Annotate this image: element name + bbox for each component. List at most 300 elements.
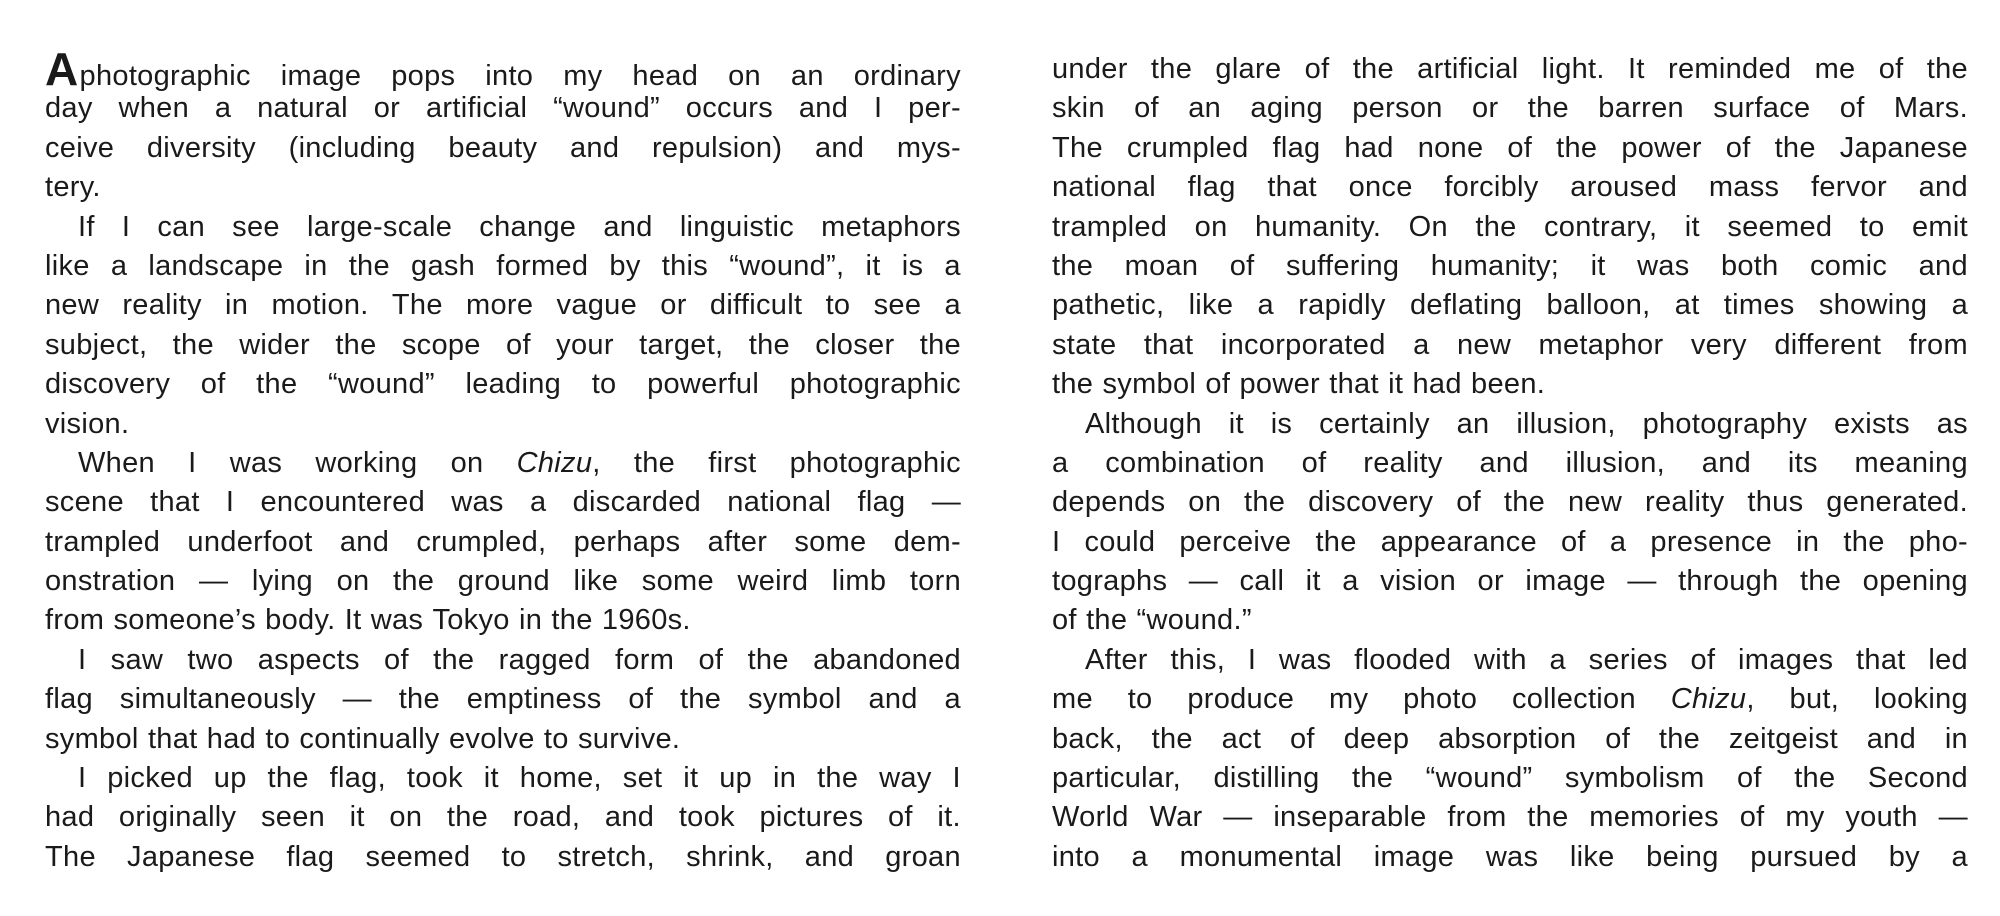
word: took — [678, 801, 735, 834]
word: from — [1447, 801, 1507, 834]
word: particular, — [1052, 762, 1182, 795]
word: continually — [299, 722, 440, 755]
word: (including — [288, 131, 416, 164]
word: symbol — [747, 683, 842, 716]
word: the — [335, 328, 377, 361]
word: and — [1866, 722, 1917, 755]
word: flag — [286, 840, 335, 873]
word: head — [632, 60, 699, 92]
word: the — [1658, 722, 1701, 755]
text-line — [45, 129, 961, 168]
word: someone’s — [113, 604, 256, 637]
word: pictures — [759, 801, 864, 834]
word: memories — [1589, 801, 1719, 834]
word: the — [393, 565, 435, 598]
word: of — [1134, 92, 1159, 125]
word: collection — [1512, 683, 1636, 716]
word: see — [232, 210, 280, 243]
word: aroused — [1570, 171, 1678, 204]
word: crumpled, — [416, 525, 547, 558]
word: onstration — [45, 565, 176, 598]
word: moan — [1124, 249, 1199, 282]
word: metaphor — [1538, 328, 1664, 361]
word: ceive — [45, 131, 115, 164]
word: On — [1408, 210, 1448, 243]
word: discarded — [572, 486, 702, 519]
word: of — [1739, 801, 1765, 834]
word: absorption — [1438, 722, 1577, 755]
word: took — [406, 762, 463, 795]
word: had — [1412, 368, 1462, 401]
text-line — [45, 601, 961, 640]
word: the — [348, 249, 390, 282]
word: my — [563, 60, 603, 92]
word: a — [944, 683, 961, 716]
word: been. — [1471, 368, 1546, 401]
word: I — [225, 486, 235, 519]
word: the — [172, 328, 214, 361]
word: photographic — [79, 60, 251, 92]
word: and — [1479, 446, 1529, 479]
word: artificial — [425, 92, 528, 125]
word: when — [118, 92, 190, 125]
word: a — [214, 92, 232, 125]
word: times — [1723, 289, 1795, 322]
word: — — [1938, 801, 1968, 834]
word: the — [1352, 762, 1394, 795]
word: to — [1859, 210, 1885, 243]
word: but, — [1789, 683, 1840, 716]
word: new — [45, 289, 100, 322]
word: like — [45, 249, 90, 282]
word: it — [1590, 249, 1606, 282]
word: to — [1127, 683, 1153, 716]
word: emit — [1911, 210, 1968, 243]
word: of — [1229, 249, 1255, 282]
word: both — [1720, 249, 1779, 282]
word: trampled — [1052, 210, 1168, 243]
word: and — [569, 131, 620, 164]
word: I — [78, 643, 87, 676]
word: from — [45, 604, 105, 637]
word: the — [1150, 53, 1193, 85]
word: or — [1477, 565, 1504, 598]
word: in — [518, 604, 543, 637]
word: or — [660, 289, 687, 322]
word: I — [1247, 643, 1257, 676]
word: artificial — [1417, 53, 1519, 85]
word: torn — [909, 565, 961, 598]
word: Japanese — [1839, 131, 1968, 164]
word: into — [1052, 840, 1100, 873]
word: Mars. — [1893, 92, 1968, 125]
word: more — [466, 289, 534, 322]
word: was — [370, 604, 424, 637]
word: and — [804, 840, 855, 873]
word: it — [1228, 407, 1244, 440]
word: pathetic, — [1052, 289, 1165, 322]
word: a — [944, 289, 961, 322]
word: repulsion) — [651, 131, 783, 164]
word: call — [1239, 565, 1285, 598]
word: the — [1052, 368, 1094, 401]
word: image — [1525, 565, 1606, 598]
word: scene — [45, 486, 124, 519]
word: Chizu, — [1670, 683, 1755, 716]
word: aspects — [257, 643, 360, 676]
word: I — [78, 762, 87, 795]
left-column — [45, 43, 961, 877]
word: deflating — [1409, 289, 1523, 322]
word: of — [1456, 486, 1481, 519]
word: had — [1344, 131, 1394, 164]
word: After — [1085, 643, 1148, 676]
word: flag, — [329, 762, 386, 795]
word: discovery — [45, 368, 171, 401]
word: flag — [1272, 131, 1321, 164]
word: the — [1774, 131, 1816, 164]
text-line — [1052, 759, 1968, 798]
text-line — [45, 838, 961, 877]
word: “wound” — [553, 92, 660, 125]
word: flooded — [1354, 643, 1452, 676]
word: its — [1787, 446, 1818, 479]
word: “wound” — [327, 368, 435, 401]
word: of — [1304, 53, 1330, 85]
word: home, — [519, 762, 602, 795]
word: scope — [401, 328, 481, 361]
word: power — [1621, 131, 1702, 164]
word: symbolism — [1564, 762, 1705, 795]
word: emptiness — [466, 683, 602, 716]
text-line — [1052, 523, 1968, 562]
word: surface — [1713, 92, 1811, 125]
word: the — [1556, 131, 1598, 164]
word: landscape — [148, 249, 284, 282]
word: it — [349, 801, 365, 834]
word: certainly — [1319, 407, 1430, 440]
text-line — [1052, 247, 1968, 286]
word: that — [147, 722, 198, 755]
word: from — [1908, 328, 1968, 361]
word: the — [633, 446, 676, 479]
word: seemed — [1727, 210, 1833, 243]
word: Tokyo — [432, 604, 510, 637]
word: ordinary — [853, 60, 961, 92]
text-line — [45, 89, 961, 128]
word: me — [1814, 53, 1856, 85]
word: reality — [1645, 486, 1725, 519]
word: a — [1257, 289, 1274, 322]
word: of — [1205, 368, 1231, 401]
word: and — [798, 92, 849, 125]
word: distilling — [1213, 762, 1320, 795]
word: under — [1052, 53, 1128, 85]
word: skin — [1052, 92, 1105, 125]
word: the — [256, 368, 298, 401]
word: originally — [118, 801, 237, 834]
word: it — [483, 762, 499, 795]
word: and — [1918, 171, 1968, 204]
word: pho- — [1908, 525, 1968, 558]
word: and — [1701, 446, 1752, 479]
word: of — [1605, 722, 1631, 755]
word: the — [1052, 249, 1094, 282]
paragraph — [1052, 405, 1968, 641]
word: discovery — [1308, 486, 1434, 519]
word: by — [609, 249, 641, 282]
word: working — [315, 446, 418, 479]
word: vision — [1380, 565, 1457, 598]
word: some — [641, 565, 714, 598]
word: had — [45, 801, 95, 834]
text-line — [1052, 208, 1968, 247]
word: Although — [1085, 407, 1202, 440]
word: diversity — [146, 131, 256, 164]
word: the — [1315, 525, 1357, 558]
word: in — [1796, 525, 1820, 558]
word: monumental — [1179, 840, 1343, 873]
word: The — [391, 289, 443, 322]
word: mys- — [896, 131, 961, 164]
word: flag — [857, 486, 906, 519]
word: target, — [639, 328, 724, 361]
word: light. — [1541, 53, 1605, 85]
word: was — [1278, 643, 1332, 676]
text-line — [1052, 601, 1968, 640]
word: perceive — [1179, 525, 1292, 558]
text-line — [1052, 798, 1968, 837]
text-line — [1052, 483, 1968, 522]
word: powerful — [647, 368, 760, 401]
word: beauty — [448, 131, 538, 164]
word: the — [747, 643, 789, 676]
word: day — [45, 92, 93, 125]
word: national — [727, 486, 832, 519]
word: an — [1456, 407, 1490, 440]
word: that — [1143, 328, 1194, 361]
word: to — [265, 722, 291, 755]
word: could — [1084, 525, 1156, 558]
word: was — [229, 446, 283, 479]
paragraph — [45, 759, 961, 877]
text-line — [45, 286, 961, 325]
word: groan — [885, 840, 961, 873]
drop-cap: A — [45, 43, 79, 95]
word: on — [1194, 210, 1228, 243]
word: a — [1342, 565, 1359, 598]
word: photo — [1403, 683, 1478, 716]
paragraph — [1052, 641, 1968, 877]
word: a — [1413, 328, 1430, 361]
word: the — [267, 762, 309, 795]
word: opening — [1862, 565, 1968, 598]
word: a — [1609, 525, 1627, 558]
word: the — [1527, 92, 1569, 125]
word: — — [1188, 565, 1219, 598]
word: that — [150, 486, 200, 519]
word: the — [398, 683, 440, 716]
word: a — [529, 486, 547, 519]
word: zeitgeist — [1728, 722, 1838, 755]
word: of — [888, 801, 913, 834]
word: presence — [1650, 525, 1773, 558]
word: I — [873, 92, 883, 125]
word: underfoot — [187, 525, 313, 558]
word: flag — [1187, 171, 1236, 204]
word: a — [110, 249, 128, 282]
word: seen — [260, 801, 326, 834]
text-line — [45, 208, 961, 247]
word: photography — [1642, 407, 1808, 440]
word: act — [1221, 722, 1262, 755]
word: had — [206, 722, 257, 755]
word: on — [1188, 486, 1222, 519]
word: the — [817, 762, 859, 795]
word: World — [1052, 801, 1129, 834]
word: it. — [937, 801, 961, 834]
word: see — [873, 289, 922, 322]
text-line — [1052, 680, 1968, 719]
word: up — [213, 762, 247, 795]
word: like — [573, 565, 619, 598]
word: new — [1568, 486, 1623, 519]
word: vague — [556, 289, 638, 322]
word: symbol — [1102, 368, 1197, 401]
word: fervor — [1811, 171, 1887, 204]
word: by — [1888, 840, 1920, 873]
word: that — [1267, 171, 1317, 204]
word: survive. — [577, 722, 681, 755]
word: was — [1485, 840, 1539, 873]
word: up — [719, 762, 753, 795]
word: motion. — [271, 289, 369, 322]
word: in — [225, 289, 249, 322]
word: youth — [1845, 801, 1918, 834]
word: the — [1475, 210, 1517, 243]
word: the — [1527, 801, 1569, 834]
word: led — [1928, 643, 1968, 676]
word: occurs — [685, 92, 774, 125]
word: War — [1149, 801, 1203, 834]
word: of — [1737, 762, 1762, 795]
word: pursued — [1750, 840, 1858, 873]
word: rapidly — [1298, 289, 1386, 322]
word: the — [1352, 53, 1394, 85]
text-line — [1052, 50, 1968, 89]
word: it — [1305, 565, 1321, 598]
word: deep — [1343, 722, 1410, 755]
word: it — [1684, 210, 1700, 243]
word: difficult — [709, 289, 803, 322]
word: exists — [1833, 407, 1910, 440]
word: first — [708, 446, 757, 479]
paragraph — [45, 43, 961, 208]
word: of — [384, 643, 409, 676]
word: state — [1052, 328, 1117, 361]
word: to — [543, 722, 569, 755]
word: two — [187, 643, 234, 676]
word: ragged — [498, 643, 591, 676]
word: mass — [1708, 171, 1780, 204]
paragraph — [1052, 50, 1968, 405]
paragraph — [45, 641, 961, 759]
word: — — [198, 565, 229, 598]
word: on — [389, 801, 423, 834]
word: It — [1628, 53, 1645, 85]
word: limb — [831, 565, 887, 598]
word: a — [1951, 289, 1968, 322]
word: form — [615, 643, 675, 676]
word: leading — [465, 368, 562, 401]
word: change — [479, 210, 577, 243]
word: of — [1878, 53, 1904, 85]
word: a — [1951, 840, 1968, 873]
word: the — [1794, 762, 1836, 795]
word: 1960s. — [601, 604, 691, 637]
word: the — [446, 801, 489, 834]
word: combination — [1105, 446, 1265, 479]
word: showing — [1818, 289, 1928, 322]
word: of — [1725, 131, 1751, 164]
word: produce — [1187, 683, 1295, 716]
word: reminded — [1668, 53, 1792, 85]
word: vision. — [45, 407, 130, 440]
text-line — [1052, 444, 1968, 483]
word: saw — [110, 643, 164, 676]
word: it — [683, 762, 699, 795]
paragraph — [45, 444, 961, 641]
word: that — [1856, 643, 1906, 676]
word: — — [1627, 565, 1657, 598]
word: and — [814, 131, 865, 164]
word: a — [1549, 643, 1566, 676]
word: in — [1944, 722, 1968, 755]
text-line — [45, 680, 961, 719]
word: once — [1348, 171, 1413, 204]
word: on — [450, 446, 484, 479]
word: new — [1456, 328, 1512, 361]
word: and — [604, 801, 655, 834]
word: on — [336, 565, 370, 598]
word: If — [78, 210, 95, 243]
word: the — [433, 643, 475, 676]
word: per- — [908, 92, 961, 125]
word: balloon, — [1546, 289, 1651, 322]
word: comic — [1809, 249, 1888, 282]
word: on — [728, 60, 761, 92]
word: humanity; — [1430, 249, 1560, 282]
word: this, — [1170, 643, 1226, 676]
word: barren — [1598, 92, 1684, 125]
word: large-scale — [306, 210, 453, 243]
word: the — [679, 683, 722, 716]
word: It — [344, 604, 362, 637]
word: reality — [1363, 446, 1443, 479]
text-line — [45, 168, 961, 207]
word: your — [556, 328, 614, 361]
word: set — [622, 762, 663, 795]
word: of — [1052, 604, 1077, 637]
word: The — [45, 840, 96, 873]
word: of — [200, 368, 226, 401]
word: depends — [1052, 486, 1166, 519]
word: back, — [1052, 722, 1123, 755]
word: perhaps — [573, 525, 681, 558]
word: stretch, — [557, 840, 655, 873]
text-line — [1052, 168, 1968, 207]
word: crumpled — [1126, 131, 1249, 164]
